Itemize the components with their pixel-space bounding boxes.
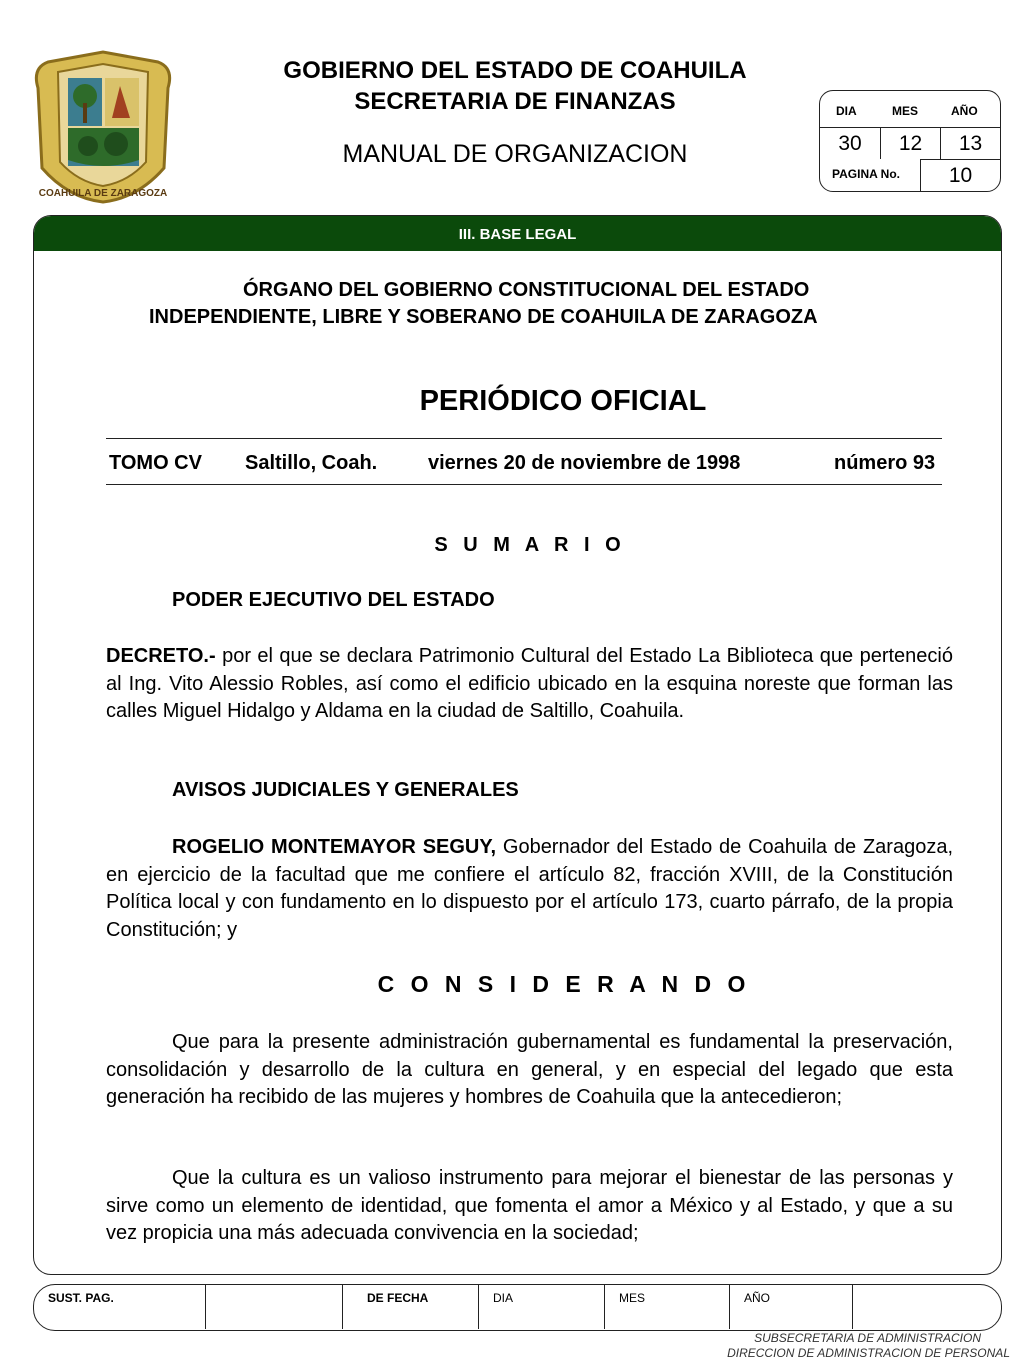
footer-last-cell bbox=[852, 1285, 1000, 1329]
rogelio-paragraph bbox=[106, 834, 953, 944]
considerando-paragraph-2: Que la cultura es un valioso instrumento para mejorar el bienestar de las personas y sirve como un elemento de identidad, que fomenta el amor a México y al Estado, y que a su vez propicia una más adecuada convivencia en la sociedad; bbox=[106, 1167, 953, 1244]
decreto-paragraph bbox=[106, 643, 953, 726]
footer-mes: MES bbox=[604, 1285, 729, 1329]
footer-de-fecha: DE FECHA bbox=[342, 1285, 478, 1329]
pagina-value: 10 bbox=[920, 159, 1000, 191]
decreto-text: por el que se declara Patrimonio Cultural del Estado La Biblioteca que perteneció al Ing. Vito Alessio Robles, así como el edificio ubicado en la esquina noreste que forman las calles Miguel Hidalgo y Aldama en la ciudad de Saltillo, Coahuila. bbox=[106, 645, 953, 722]
tomo-label: TOMO CV bbox=[109, 452, 202, 474]
organo-heading-line2: INDEPENDIENTE, LIBRE Y SOBERANO DE COAHUILA DE ZARAGOZA bbox=[149, 306, 818, 328]
pagina-label: PAGINA No. bbox=[832, 167, 900, 181]
section-title-bar: III. BASE LEGAL bbox=[34, 216, 1001, 251]
organo-heading-line1: ÓRGANO DEL GOBIERNO CONSTITUCIONAL DEL ESTADO bbox=[243, 279, 810, 301]
ano-value: 13 bbox=[940, 127, 1000, 159]
footer-sust-pag: SUST. PAG. bbox=[48, 1291, 114, 1305]
coahuila-coat-of-arms-emblem bbox=[28, 48, 178, 204]
poder-ejecutivo-heading: PODER EJECUTIVO DEL ESTADO bbox=[172, 589, 495, 611]
considerando-heading: C O N S I D E R A N D O bbox=[377, 971, 751, 997]
emblem-text: COAHUILA DE ZARAGOZA bbox=[38, 188, 168, 199]
issue-number: número 93 bbox=[834, 452, 936, 474]
decreto-label: DECRETO.- bbox=[106, 645, 216, 667]
rogelio-label: ROGELIO MONTEMAYOR SEGUY, bbox=[172, 836, 497, 858]
content-frame bbox=[33, 215, 1002, 1275]
rogelio-text: Gobernador del Estado de Coahuila de Zaragoza, en ejercicio de la facultad que me confiere el artículo 82, fracción XVIII, de la Constitución Política local y con fundamento en lo dispuesto por el artículo 173, cuarto párrafo, de la propia Constitución; y bbox=[106, 836, 953, 941]
direccion-label: DIRECCION DE ADMINISTRACION DE PERSONAL bbox=[727, 1346, 1010, 1360]
publication-date: viernes 20 de noviembre de 1998 bbox=[428, 452, 741, 474]
government-title: GOBIERNO DEL ESTADO DE COAHUILA bbox=[283, 57, 747, 84]
date-page-box bbox=[819, 90, 1001, 192]
mes-label: MES bbox=[892, 104, 919, 118]
dia-value: 30 bbox=[820, 127, 880, 159]
footer-ano: AÑO bbox=[729, 1285, 852, 1329]
dia-label: DIA bbox=[836, 104, 857, 118]
manual-title: MANUAL DE ORGANIZACION bbox=[342, 140, 688, 168]
subsecretaria-label: SUBSECRETARIA DE ADMINISTRACION bbox=[754, 1331, 981, 1345]
sumario-heading: S U M A R I O bbox=[434, 534, 626, 556]
periodico-oficial-title: PERIÓDICO OFICIAL bbox=[419, 385, 707, 417]
footer-sust-pag-value bbox=[205, 1285, 342, 1329]
footer-table bbox=[33, 1284, 1002, 1331]
place-label: Saltillo, Coah. bbox=[245, 452, 378, 474]
considerando-paragraph-1: Que para la presente administración gubernamental es fundamental la preservación, consolidación y desarrollo de la cultura en general, y en especial del legado que esta generación ha recibido de las mujeres y hombres de Coahuila que la antecedieron; bbox=[106, 1031, 953, 1108]
mes-value: 12 bbox=[880, 127, 940, 159]
divider-top bbox=[106, 438, 942, 439]
avisos-heading: AVISOS JUDICIALES Y GENERALES bbox=[172, 779, 519, 801]
ano-label: AÑO bbox=[951, 104, 978, 118]
divider-bottom bbox=[106, 484, 942, 485]
secretariat-title: SECRETARIA DE FINANZAS bbox=[354, 88, 676, 115]
footer-dia: DIA bbox=[478, 1285, 604, 1329]
